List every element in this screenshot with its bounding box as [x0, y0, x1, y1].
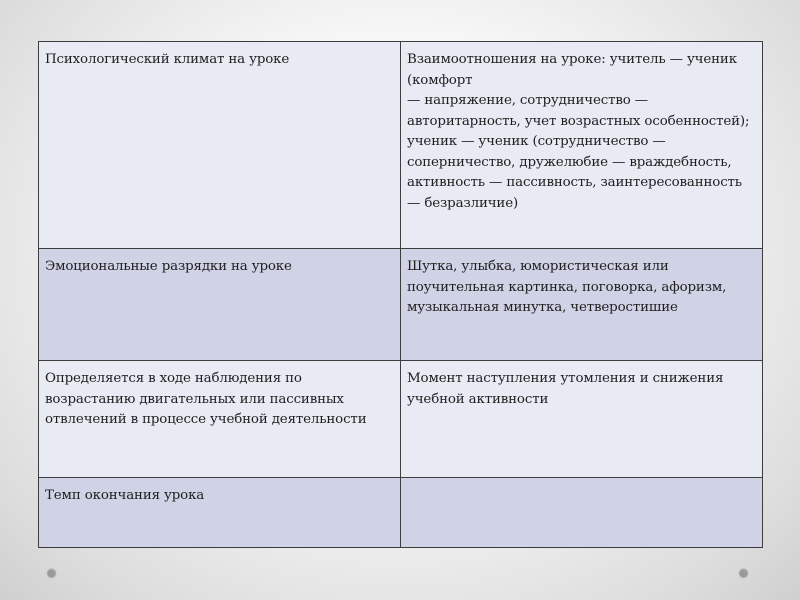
table-cell-criterion: Определяется в ходе наблюдения по возрастанию двигательных или пассивных отвлечений в процессе учебной деятельности	[39, 361, 401, 478]
table-row	[39, 42, 763, 249]
table-cell-description: Момент наступления утомления и снижения учебной активности	[401, 361, 763, 478]
table-cell-criterion: Эмоциональные разрядки на уроке	[39, 249, 401, 361]
table-cell-description: Взаимоотношения на уроке: учитель — ученик (комфорт — напряжение, сотрудничество — авторитарность, учет возрастных особенностей); ученик — ученик (сотрудничество — соперничество, дружелюбие — враждебность, активность — пассивность, заинтересованность — безразличие)	[401, 42, 763, 249]
table-cell-description	[401, 478, 763, 548]
table-cell-criterion: Психологический климат на уроке	[39, 42, 401, 249]
table-cell-criterion: Темп окончания урока	[39, 478, 401, 548]
previous-slide-dot-icon[interactable]	[47, 568, 56, 577]
table-row	[39, 478, 763, 548]
next-slide-dot-icon[interactable]	[739, 568, 748, 577]
table-row	[39, 249, 763, 361]
table-cell-description: Шутка, улыбка, юмористическая или поучительная картинка, поговорка, афоризм, музыкальная минутка, четверостишие	[401, 249, 763, 361]
lesson-analysis-table	[38, 41, 763, 548]
table-row	[39, 361, 763, 478]
